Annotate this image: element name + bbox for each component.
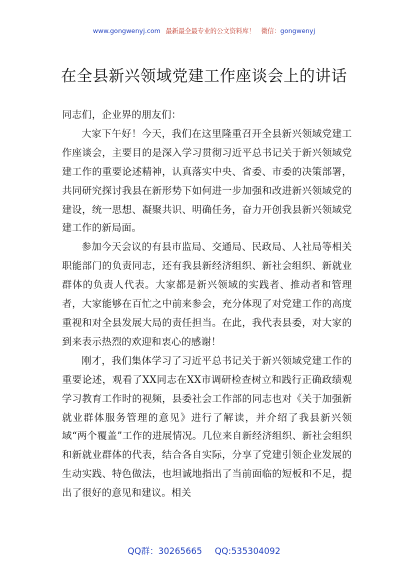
wechat-label: 微信： <box>261 27 281 35</box>
header-banner <box>0 27 408 36</box>
website-link[interactable]: www.gongwenyj.com <box>92 27 161 35</box>
qq-group: QQ群：30265665 <box>127 547 203 557</box>
salutation: 同志们，企业界的朋友们： <box>62 110 182 121</box>
paragraph-1: 大家下午好！今天，我们在这里隆重召开全县新兴领域党建工作座谈会，主要目的是深入学习贯彻习近平总书记关于新兴领域党建工作的重要论述精神，认真落实中央、省委、市委的决策部署，共同研究探讨我县在新形势下如何进一步加强和改进新兴领域党的建设，统一思想、凝聚共识、明确任务，奋力开创我县新兴领域党建工作的新局面。 <box>62 128 352 235</box>
paragraph-2: 参加今天会议的有县市监局、交通局、民政局、人社局等相关职能部门的负责同志，还有我县新经济组织、新社会组织、新就业群体的负责人代表。大家都是新兴领域的实践者、推动者和管理者，大家能够在百忙之中前来参会，充分体现了对党建工作的高度重视和对全县发展大局的责任担当。在此，我代表县委，对大家的到来表示热烈的欢迎和衷心的感谢！ <box>62 242 352 348</box>
qq-number: QQ:535304092 <box>214 547 281 557</box>
document-title: 在全县新兴领域党建工作座谈会上的讲话 <box>60 67 348 85</box>
paragraph-3: 刚才，我们集体学习了习近平总书记关于新兴领域党建工作的重要论述，观看了XX同志在XX市调研检查树立和践行正确政绩观学习教育工作时的视频，县委社会工作部的同志也对《关于加强新就业群体服务管理的意见》进行了解读，并介绍了我县新兴领域“两个覆盖”工作的进展情况。几位来自新经济组织、新社会组织和新就业群体的代表，结合各自实际，分享了党建引领企业发展的生动实践、特色做法，也坦诚地指出了当前面临的短板和不足，提出了很好的意见和建议。相关 <box>62 355 352 500</box>
document-body <box>62 107 352 504</box>
site-slogan: 最新最全最专业的公文资料库！ <box>165 27 256 35</box>
wechat-id: gongwenyj <box>280 27 316 35</box>
footer-contact <box>0 546 408 558</box>
